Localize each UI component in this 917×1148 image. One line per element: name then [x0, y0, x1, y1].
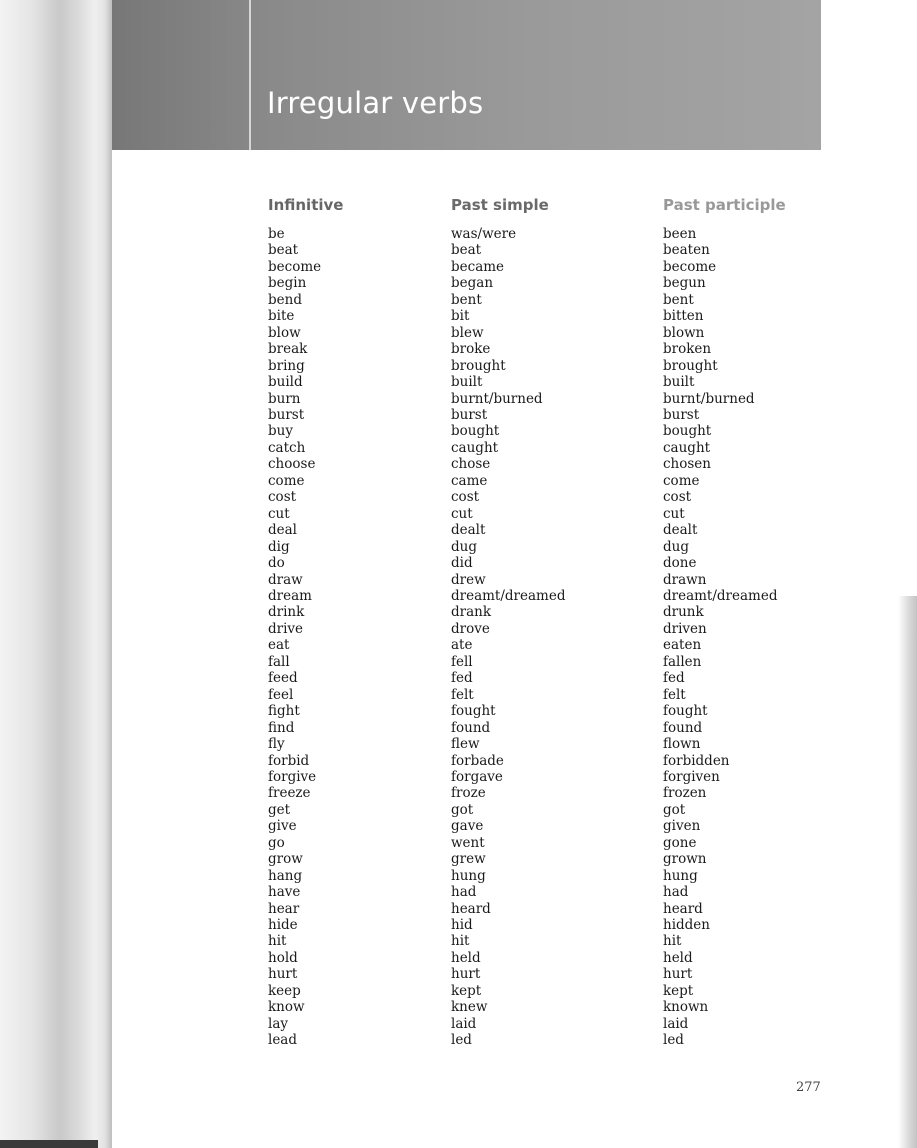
- verb-past-participle: bought: [663, 423, 712, 440]
- verb-past-participle: bitten: [663, 308, 704, 325]
- verb-past-simple: forgave: [451, 768, 503, 785]
- verb-infinitive: fly: [268, 736, 285, 753]
- verb-infinitive: build: [268, 374, 303, 391]
- verb-past-simple: bent: [451, 291, 482, 308]
- verb-past-participle: eaten: [663, 637, 702, 654]
- verb-past-simple: bought: [451, 423, 500, 440]
- verb-past-simple: dealt: [451, 522, 486, 539]
- verb-infinitive: lead: [268, 1032, 297, 1049]
- verb-past-participle: had: [663, 884, 689, 901]
- verb-past-participle: beaten: [663, 242, 710, 259]
- column-header-infinitive: Infinitive: [268, 196, 344, 214]
- verb-past-participle: held: [663, 949, 693, 966]
- verb-infinitive: drive: [268, 620, 304, 637]
- verb-past-simple: burst: [451, 406, 488, 423]
- verb-infinitive: know: [268, 999, 305, 1016]
- page-edge-shadow: [898, 596, 917, 1148]
- verb-past-simple: heard: [451, 900, 491, 917]
- verb-past-simple: fought: [451, 703, 496, 720]
- verb-infinitive: choose: [268, 456, 316, 473]
- verb-infinitive: dream: [268, 587, 312, 604]
- verb-past-simple: fell: [451, 653, 473, 670]
- verb-past-simple: came: [451, 472, 488, 489]
- verb-past-participle: driven: [663, 620, 707, 637]
- verb-infinitive: hold: [268, 949, 298, 966]
- verb-past-participle: done: [663, 555, 697, 572]
- verb-past-simple: was/were: [451, 226, 517, 242]
- verb-past-participle: laid: [663, 1015, 689, 1032]
- verb-past-simple: bit: [451, 308, 470, 325]
- verb-infinitive: forgive: [268, 768, 317, 785]
- verb-infinitive: find: [268, 719, 295, 736]
- verb-infinitive: hide: [268, 917, 298, 934]
- verb-infinitive: draw: [268, 571, 303, 588]
- verb-past-simple: drew: [451, 571, 486, 588]
- verb-infinitive: bite: [268, 308, 295, 325]
- verb-past-participle: forbidden: [663, 752, 730, 769]
- verb-infinitive: get: [268, 801, 291, 818]
- verb-infinitive: hang: [268, 867, 303, 884]
- verb-past-simple: fed: [451, 670, 473, 687]
- verb-infinitive: burn: [268, 390, 301, 407]
- verb-past-participle: dreamt/dreamed: [663, 587, 778, 604]
- verb-past-participle: drunk: [663, 604, 704, 621]
- verb-infinitive: drink: [268, 604, 305, 621]
- verb-infinitive: do: [268, 555, 285, 572]
- verb-infinitive: begin: [268, 275, 307, 292]
- verb-past-participle: caught: [663, 439, 711, 456]
- verb-infinitive: hear: [268, 900, 300, 917]
- verb-infinitive: freeze: [268, 785, 311, 802]
- verb-past-participle: led: [663, 1032, 684, 1049]
- verb-past-simple: blew: [451, 324, 484, 341]
- page-number: 277: [796, 1080, 821, 1095]
- verb-past-simple: became: [451, 258, 505, 275]
- verb-past-participle: hurt: [663, 966, 693, 983]
- verb-past-simple: found: [451, 719, 491, 736]
- verb-past-simple: burnt/burned: [451, 390, 543, 407]
- verb-past-simple: began: [451, 275, 494, 292]
- verb-infinitive: bring: [268, 357, 305, 374]
- verb-past-participle: fed: [663, 670, 685, 687]
- verb-past-simple: kept: [451, 982, 482, 999]
- verb-past-simple: got: [451, 801, 474, 818]
- verb-past-participle: bent: [663, 291, 694, 308]
- verb-past-simple: went: [451, 834, 485, 851]
- verb-infinitive: bend: [268, 291, 302, 308]
- verb-past-simple: caught: [451, 439, 499, 456]
- verb-past-simple: flew: [451, 736, 480, 753]
- verb-past-participle: burnt/burned: [663, 390, 755, 407]
- header-divider: [249, 0, 251, 150]
- column-header-past-participle: Past participle: [663, 196, 786, 214]
- verb-infinitive: beat: [268, 242, 299, 259]
- verb-past-participle: chosen: [663, 456, 711, 473]
- verb-infinitive: keep: [268, 982, 301, 999]
- verb-past-participle: begun: [663, 275, 706, 292]
- verb-infinitive: become: [268, 258, 322, 275]
- page-title: Irregular verbs: [267, 86, 484, 120]
- book-spine: [0, 0, 112, 1148]
- verb-infinitive: feel: [268, 686, 294, 703]
- verb-past-simple: felt: [451, 686, 474, 703]
- verb-infinitive: deal: [268, 522, 297, 539]
- verb-past-simple: knew: [451, 999, 488, 1016]
- verb-past-participle: cut: [663, 505, 685, 522]
- verb-past-simple: drove: [451, 620, 490, 637]
- past-participle-column: [663, 226, 777, 1049]
- verb-past-simple: had: [451, 884, 477, 901]
- verb-infinitive: fall: [268, 653, 290, 670]
- verb-infinitive: forbid: [268, 752, 310, 769]
- verb-past-simple: cost: [451, 489, 480, 506]
- verb-past-participle: known: [663, 999, 709, 1016]
- verb-past-simple: drank: [451, 604, 492, 621]
- verb-infinitive: catch: [268, 439, 306, 456]
- verb-past-simple: cut: [451, 505, 473, 522]
- verb-past-participle: cost: [663, 489, 692, 506]
- verb-past-simple: broke: [451, 341, 491, 358]
- verb-infinitive: go: [268, 834, 285, 851]
- verb-past-participle: forgiven: [663, 768, 720, 785]
- infinitive-column: [268, 226, 321, 1049]
- verb-past-simple: hid: [451, 917, 473, 934]
- header-band: [112, 0, 821, 150]
- verb-past-participle: blown: [663, 324, 705, 341]
- verb-infinitive: have: [268, 884, 301, 901]
- verb-past-participle: flown: [663, 736, 701, 753]
- verb-past-participle: found: [663, 719, 703, 736]
- verb-past-participle: kept: [663, 982, 694, 999]
- verb-past-participle: brought: [663, 357, 718, 374]
- spine-edge: [0, 1140, 98, 1148]
- verb-infinitive: grow: [268, 851, 303, 868]
- verb-infinitive: give: [268, 818, 297, 835]
- past-simple-column: [451, 226, 565, 1049]
- verb-infinitive: feed: [268, 670, 298, 687]
- verb-past-participle: hit: [663, 933, 682, 950]
- verb-past-participle: got: [663, 801, 686, 818]
- verb-infinitive: hit: [268, 933, 287, 950]
- verb-past-simple: forbade: [451, 752, 504, 769]
- verb-past-participle: given: [663, 818, 701, 835]
- verb-infinitive: blow: [268, 324, 301, 341]
- verb-past-simple: did: [451, 555, 473, 572]
- verb-past-participle: been: [663, 226, 697, 242]
- verb-past-simple: ate: [451, 637, 473, 654]
- verb-infinitive: lay: [268, 1015, 288, 1032]
- verb-past-participle: broken: [663, 341, 712, 358]
- verb-past-simple: froze: [451, 785, 486, 802]
- verb-past-simple: held: [451, 949, 481, 966]
- verb-infinitive: come: [268, 472, 305, 489]
- verb-infinitive: fight: [268, 703, 300, 720]
- verb-past-participle: hidden: [663, 917, 710, 934]
- verb-past-simple: brought: [451, 357, 506, 374]
- verb-infinitive: break: [268, 341, 308, 358]
- verb-infinitive: be: [268, 226, 285, 242]
- verb-infinitive: burst: [268, 406, 305, 423]
- verb-past-participle: gone: [663, 834, 697, 851]
- verb-past-simple: dreamt/dreamed: [451, 587, 566, 604]
- verb-past-simple: laid: [451, 1015, 477, 1032]
- verb-past-simple: led: [451, 1032, 472, 1049]
- verb-past-simple: beat: [451, 242, 482, 259]
- verb-past-simple: hung: [451, 867, 486, 884]
- verb-past-participle: grown: [663, 851, 707, 868]
- verb-past-participle: drawn: [663, 571, 707, 588]
- verb-past-simple: hit: [451, 933, 470, 950]
- verb-infinitive: eat: [268, 637, 290, 654]
- verb-past-participle: fallen: [663, 653, 702, 670]
- verb-past-participle: become: [663, 258, 717, 275]
- verb-past-simple: built: [451, 374, 483, 391]
- verb-past-participle: built: [663, 374, 695, 391]
- verb-past-participle: dug: [663, 538, 689, 555]
- verb-past-participle: felt: [663, 686, 686, 703]
- column-header-past-simple: Past simple: [451, 196, 549, 214]
- verb-past-participle: dealt: [663, 522, 698, 539]
- verb-infinitive: cut: [268, 505, 290, 522]
- verb-infinitive: cost: [268, 489, 297, 506]
- verb-past-simple: grew: [451, 851, 486, 868]
- verb-past-simple: chose: [451, 456, 491, 473]
- verb-infinitive: dig: [268, 538, 290, 555]
- verb-past-participle: come: [663, 472, 700, 489]
- verb-past-participle: hung: [663, 867, 698, 884]
- verb-past-participle: heard: [663, 900, 703, 917]
- verb-past-simple: dug: [451, 538, 477, 555]
- verb-infinitive: buy: [268, 423, 293, 440]
- verb-past-participle: burst: [663, 406, 700, 423]
- verb-past-simple: hurt: [451, 966, 481, 983]
- verb-past-participle: frozen: [663, 785, 707, 802]
- verb-past-participle: fought: [663, 703, 708, 720]
- verb-infinitive: hurt: [268, 966, 298, 983]
- verb-past-simple: gave: [451, 818, 484, 835]
